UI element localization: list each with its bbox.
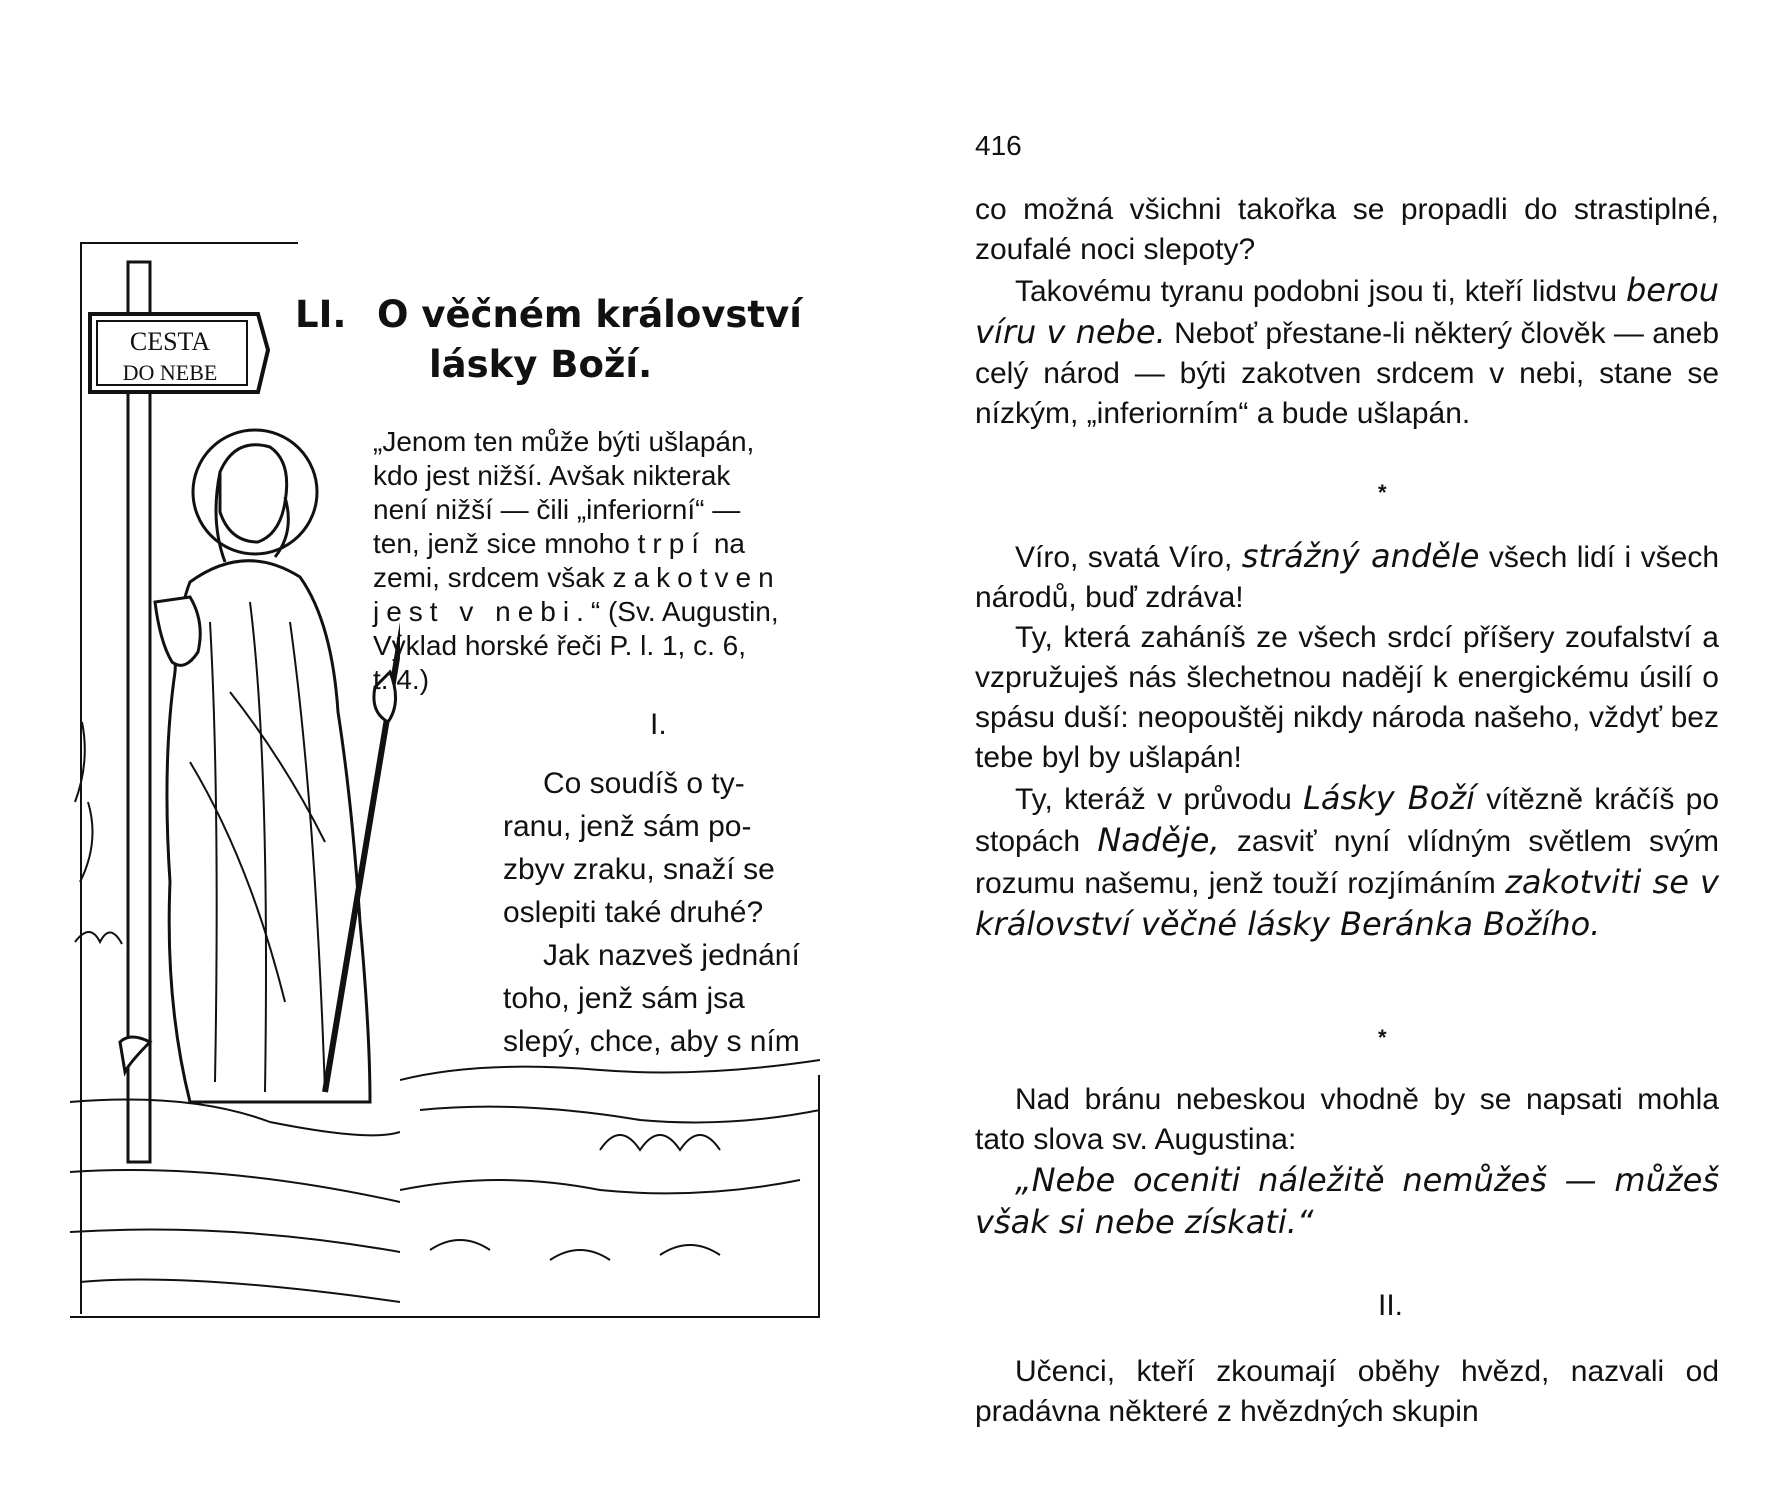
right-page: [900, 0, 1792, 1500]
chapter-title: [295, 290, 815, 390]
text-block-1: [975, 190, 1719, 434]
chapter-title-line2: lásky Boží.: [429, 343, 653, 386]
text-block-3: [975, 1080, 1719, 1244]
quote: [975, 1160, 1719, 1244]
text-line: slepý, chce, aby s ním: [503, 1025, 800, 1058]
chapter-number: LI.: [295, 293, 347, 336]
page-number: 416: [975, 130, 1022, 161]
epigraph-line: t. 4.): [373, 664, 430, 695]
separator-asterisk: *: [1378, 480, 1387, 505]
text-line: ranu, jenž sám po-: [503, 810, 752, 843]
paragraph: Učenci, kteří zkoumají oběhy hvězd, nazvali od pradávna některé z hvězdných skupin: [975, 1355, 1719, 1428]
epigraph-line: [373, 595, 833, 629]
head: [220, 445, 287, 542]
chapter-title-line1: O věčném království: [377, 293, 802, 336]
text-block-2: [975, 536, 1719, 946]
paragraph: co možná všichni takořka se propadli do strastiplné, zoufalé noci slepoty?: [975, 193, 1719, 266]
epigraph-text: na: [713, 528, 745, 559]
section-numeral-2: II.: [1378, 1289, 1404, 1322]
left-paragraph: [503, 762, 831, 1063]
emphasis: Naděje,: [1097, 821, 1220, 859]
text-line: toho, jenž sám jsa: [503, 982, 745, 1015]
paragraph: Takovému tyranu podobni jsou ti, kteří lidstvu berou víru v nebe. Neboť přestane-li některý člověk — aneb celý národ — býti zakotven srdcem v nebi, stane se nízkým, „inferiorním“ a bude ušlapán.: [975, 271, 1719, 430]
signpost-pole: [128, 262, 150, 1162]
plants: [75, 722, 122, 944]
ground-line: [70, 1100, 400, 1136]
pilgrim-illustration: [70, 242, 400, 1322]
text-line: Co soudíš o ty-: [543, 767, 745, 800]
paragraph: Víro, svatá Víro, strážný anděle všech lidí i všech národů, buď zdráva!: [975, 537, 1719, 614]
emphasis: „Nebe oceniti náležitě nemůžeš — můžeš však si nebe získati.“: [975, 1161, 1719, 1241]
epigraph-line: [373, 561, 833, 595]
epigraph-line: kdo jest nižší. Avšak nikterak: [373, 460, 731, 491]
epigraph-line: Výklad horské řeči P. l. 1, c. 6,: [373, 630, 746, 661]
signpost-sign: [90, 314, 268, 392]
epigraph: [373, 425, 833, 697]
paragraph: Ty, kteráž v průvodu Lásky Boží vítězně kráčíš po stopách Naděje, zasviť nyní vlídným světlem svým rozumu našemu, jenž touží rozjímáním zakotviti se v království věčné lásky Beránka Božího.: [975, 779, 1720, 943]
epigraph-line: není nižší — čili „inferiorní“ —: [373, 494, 741, 525]
epigraph-text: ten, jenž sice mnoho: [373, 528, 630, 559]
separator-asterisk: *: [1378, 1025, 1387, 1050]
paragraph: Nad bránu nebeskou vhodně by se napsati mohla tato slova sv. Augustina:: [975, 1083, 1719, 1156]
emphasis: Lásky Boží: [1303, 779, 1476, 817]
epigraph-spaced: trpí: [637, 528, 707, 559]
epigraph-text: “ (Sv. Augustin,: [590, 596, 779, 627]
text-line: oslepiti také druhé?: [503, 896, 764, 929]
emphasis: zakotviti se v království věčné lásky Beránka Božího.: [975, 863, 1719, 943]
text-block-4: [975, 1352, 1719, 1432]
epigraph-text: zemi, srdcem však: [373, 562, 605, 593]
section-numeral-1: I.: [650, 708, 667, 741]
emphasis: strážný anděle: [1241, 537, 1480, 575]
sign-text-2: DO NEBE: [122, 360, 218, 385]
paragraph: Ty, která zaháníš ze všech srdcí příšery zoufalství a vzpružuješ nás šlechetnou nadějí k energickému úsilí o spásu duší: neopouštěj nikdy národa našeho, vždyť bez tebe byl by ušlapán!: [975, 621, 1719, 774]
epigraph-spaced: zakotven: [612, 562, 781, 593]
epigraph-line: „Jenom ten může býti ušlapán,: [373, 426, 755, 457]
emphasis: berou víru v nebe.: [975, 271, 1719, 351]
epigraph-spaced: jest v nebi.: [373, 596, 591, 627]
text-line: zbyv zraku, snaží se: [503, 853, 775, 886]
hat: [155, 597, 200, 665]
epigraph-line: [373, 527, 833, 561]
sign-text-1: CESTA: [129, 327, 211, 356]
text-line: Jak nazveš jednání: [543, 939, 800, 972]
